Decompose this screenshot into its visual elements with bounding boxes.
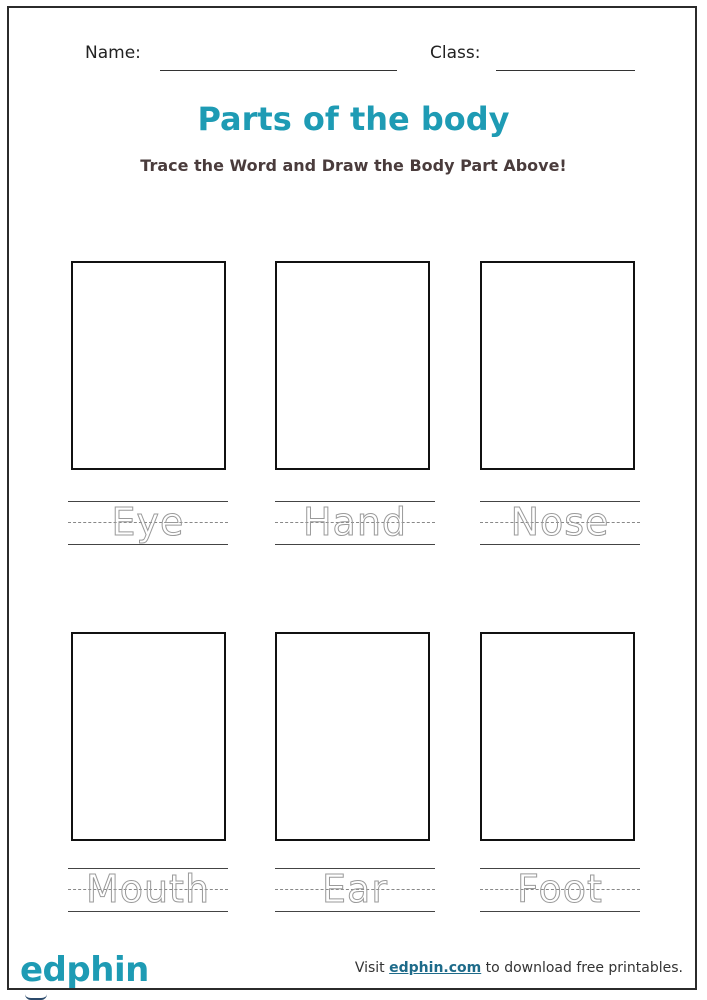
trace-word: Foot (517, 867, 603, 911)
trace-eye[interactable] (68, 500, 228, 550)
trace-word: Mouth (85, 867, 211, 911)
draw-box-mouth[interactable] (71, 632, 226, 841)
trace-word: Hand (302, 500, 408, 544)
page-title: Parts of the body (197, 100, 510, 138)
trace-nose[interactable] (480, 500, 640, 550)
draw-box-foot[interactable] (480, 632, 635, 841)
trace-foot[interactable] (480, 867, 640, 917)
draw-box-hand[interactable] (275, 261, 430, 470)
trace-ear[interactable] (275, 867, 435, 917)
footer-suffix: to download free printables. (481, 960, 683, 976)
class-label: Class: (430, 43, 481, 63)
trace-word: Ear (322, 867, 388, 911)
name-field[interactable] (160, 70, 397, 71)
instructions: Trace the Word and Draw the Body Part Above! (140, 156, 567, 175)
trace-hand[interactable] (275, 500, 435, 550)
logo-text: edphin (20, 950, 149, 990)
logo-smile-icon (25, 994, 47, 1000)
footer-prefix: Visit (354, 960, 390, 976)
draw-box-eye[interactable] (71, 261, 226, 470)
trace-word: Eye (111, 500, 185, 544)
name-label: Name: (85, 43, 141, 63)
edphin-logo[interactable] (20, 950, 149, 990)
trace-mouth[interactable] (68, 867, 228, 917)
page-border (7, 6, 697, 990)
class-field[interactable] (496, 70, 635, 71)
draw-box-ear[interactable] (275, 632, 430, 841)
footer-note (355, 960, 683, 976)
draw-box-nose[interactable] (480, 261, 635, 470)
footer-link[interactable]: edphin.com (389, 960, 482, 976)
trace-word: Nose (510, 500, 610, 544)
